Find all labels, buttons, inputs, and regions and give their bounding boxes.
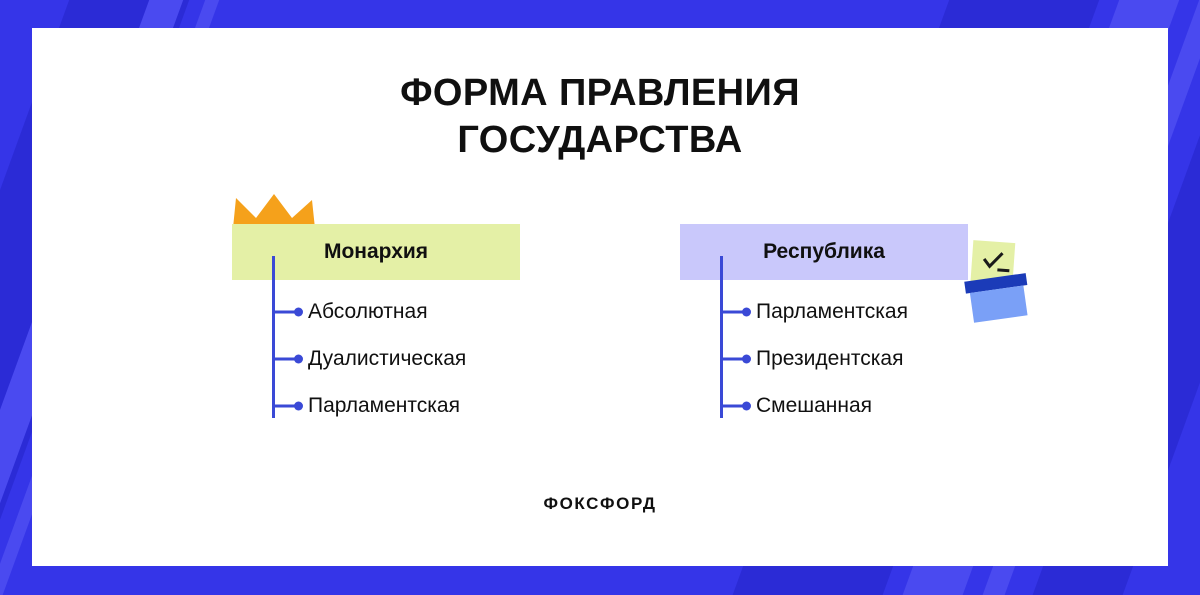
branch-tree-republic — [680, 288, 968, 458]
list-item-label: Президентская — [756, 346, 904, 370]
bullet-dot-icon — [742, 401, 751, 410]
connector-vertical — [272, 256, 275, 418]
list-item — [308, 288, 520, 335]
list-item — [308, 382, 520, 429]
branch-heading-label: Монархия — [323, 240, 429, 263]
connector-vertical — [720, 256, 723, 418]
brand-logo: ФОКСФОРД — [543, 494, 657, 513]
bullet-dot-icon — [294, 401, 303, 410]
list-item — [308, 335, 520, 382]
bullet-dot-icon — [742, 307, 751, 316]
list-item-label: Парламентская — [308, 393, 460, 417]
bullet-dot-icon — [294, 354, 303, 363]
list-item — [756, 288, 968, 335]
branch-heading-monarchy — [232, 224, 520, 280]
list-item — [756, 382, 968, 429]
list-item-label: Парламентская — [756, 299, 908, 323]
page-title — [32, 70, 1168, 164]
branch-monarchy — [232, 224, 520, 458]
page-title-line-1: ФОРМА ПРАВЛЕНИЯ — [400, 72, 800, 114]
list-item-label: Абсолютная — [308, 299, 428, 323]
branch-republic — [680, 224, 968, 458]
list-item-label: Дуалистическая — [308, 346, 467, 370]
content-card — [32, 28, 1168, 566]
bullet-dot-icon — [742, 354, 751, 363]
page-title-line-2: ГОСУДАРСТВА — [457, 119, 743, 162]
list-item-label: Смешанная — [756, 393, 873, 417]
branch-tree-monarchy — [232, 288, 520, 458]
branch-heading-republic — [680, 224, 968, 280]
bullet-dot-icon — [294, 307, 303, 316]
ballot-box-icon — [952, 224, 1058, 330]
branch-heading-label: Республика — [763, 240, 885, 263]
list-item — [756, 335, 968, 382]
